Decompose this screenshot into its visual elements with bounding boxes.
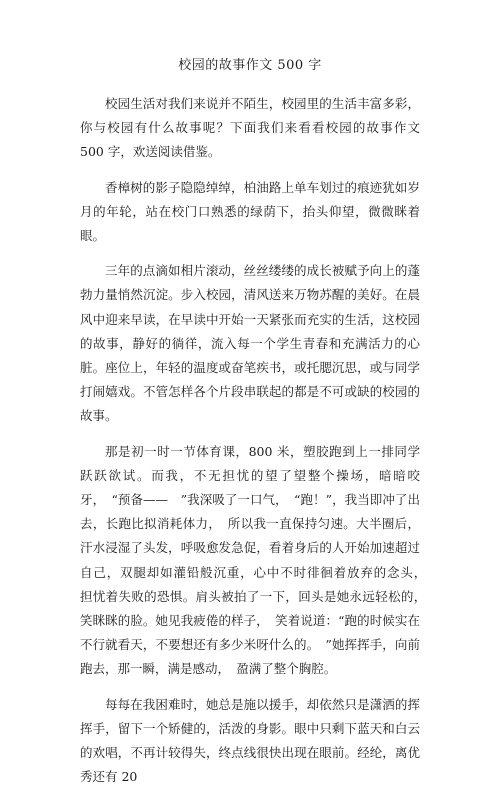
paragraph-intro: 校园生活对我们来说并不陌生，校园里的生活丰富多彩，你与校园有什么故事呢？下面我们来看看校园的故事作文 500 字，欢送阅读借鉴。 bbox=[80, 96, 420, 160]
document-title: 校园的故事作文 500 字 bbox=[178, 58, 322, 73]
paragraph-5: 每每在我困难时，她总是施以援手，却依然只是潇洒的挥挥手，留下一个矫健的，活泼的身影。眼中只剩下蓝天和白云的欢唱，不再计较得失，终点线很快出现在眼前。经纶，离优秀还有 20 bbox=[80, 696, 420, 785]
paragraph-2: 香樟树的影子隐隐绰绰，柏油路上单车划过的痕迹犹如岁月的年轮，站在校门口熟悉的绿荫下，抬头仰望，微微眯着眼。 bbox=[80, 179, 420, 244]
document-body bbox=[80, 92, 433, 800]
paragraph-4: 那是初一时一节体育课，800 米，塑胶跑到上一排同学跃跃欲试。而我，不无担忧的望了望整个操场，暗暗咬牙， “预备—— ”我深吸了一口气， “跑！”，我当即冲了出去，长跑比拟消耗体力， 所以我一直保持匀速。大半圈后，汗水浸湿了头发，呼吸愈发急促，看着身后的人开始加速超过自己，双腿却如灌铅般沉重，心中不时徘徊着放弃的念头， 担忧着失败的恐惧。肩头被拍了一下，回头是她永远轻松的， 笑眯眯的脸。她见我疲倦的样子， 笑着说道：“跑的时候实在不行就看天，不要想还有多少米呀什么的。 ”她挥挥手，向前跑去，那一瞬，满是感动， 盈满了整个胸腔。 bbox=[80, 443, 433, 677]
paragraph-3: 三年的点滴如相片滚动，丝丝缕缕的成长被赋予向上的蓬勃力量悄然沉淀。步入校园，清风送来万物苏醒的美好。在晨风中迎来早读，在早读中开始一天紧张而充实的生活，这校园的故事，静好的徜徉，流入每一个学生青春和充满活力的心脏。座位上，年轻的温度或奋笔疾书，或托腮沉思，或与同学打闹嬉戏。不管怎样各个片段串联起的都是不可或缺的校园的故事。 bbox=[80, 263, 420, 424]
